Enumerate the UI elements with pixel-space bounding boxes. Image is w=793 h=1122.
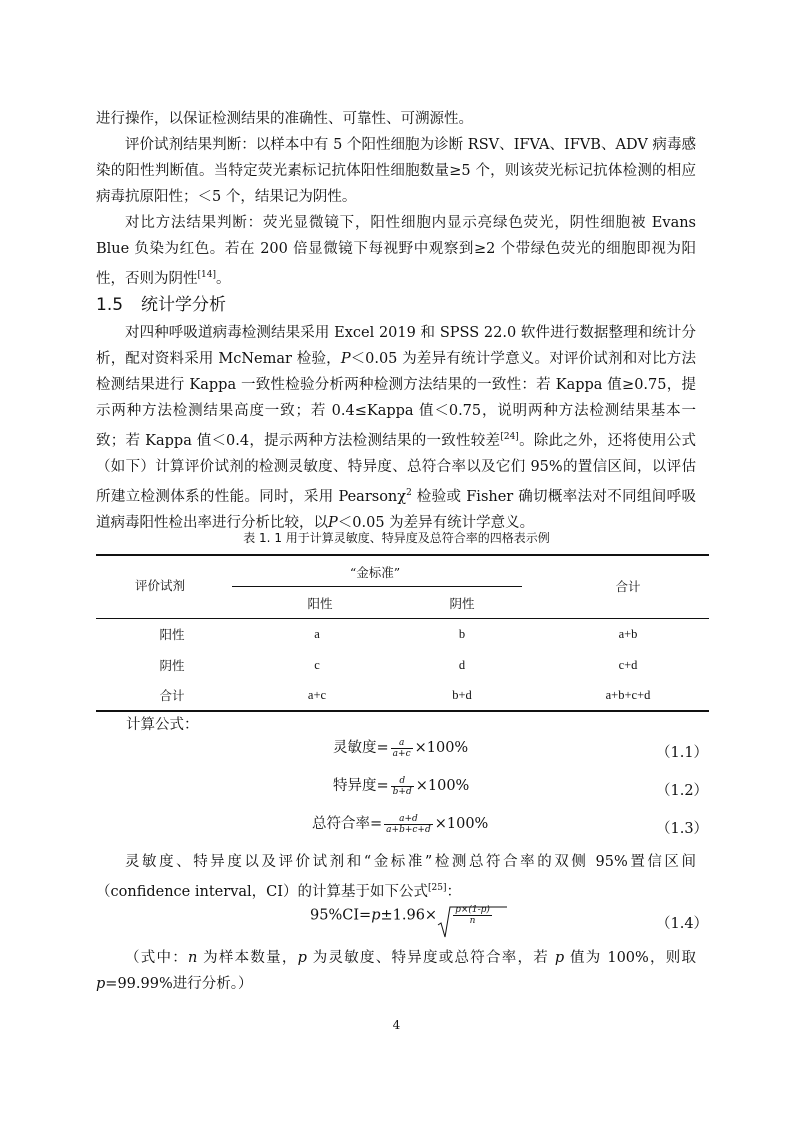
row-label: 合计	[159, 688, 185, 703]
formula-intro: 计算公式：	[126, 717, 199, 733]
paragraph-continued: 进行操作，以保证检测结果的准确性、可靠性、可溯源性。	[96, 111, 473, 127]
table-cell: a+c	[307, 688, 327, 702]
fraction	[391, 738, 413, 759]
note-text: 值为 100%，则取	[564, 950, 697, 966]
table-header-rule	[96, 618, 709, 619]
p-symbol-2: P	[328, 514, 338, 531]
denominator: a+b+c+d	[386, 824, 431, 835]
table-cell: a+b+c+d	[605, 688, 651, 702]
stats-text-b: ＜0.05 为差异有统计学意义。对评价试剂和对比方法检测结果进行 Kappa 一致性检验分析两种检测方法结果的一致性：若 Kappa 值≥0.75，提示两种方法检测结果高度一致；若 0.4≤Kappa 值＜0.75，说明两种方法检测结果基本一致；若 Kappa 值＜0.4，提示两种方法检测结果的一致性较差	[96, 351, 696, 449]
p-variable: p	[297, 950, 307, 966]
formula-tail: ×100%	[434, 816, 489, 832]
section-title: 统计学分析	[141, 295, 227, 315]
table-bottom-rule	[96, 710, 709, 712]
numerator: a+d	[384, 814, 433, 825]
header-evaluation-reagent: 评价试剂	[134, 578, 185, 593]
p-variable: p	[96, 976, 106, 992]
numerator: p×(1-p)	[455, 905, 490, 915]
citation-14: [14]	[197, 270, 216, 280]
fraction	[384, 814, 433, 835]
equation-number: （1.1）	[656, 745, 709, 761]
formula-specificity	[333, 774, 469, 797]
stats-text-c: 。除此之外，还将使用公式（如下）计算评价试剂的检测灵敏度、特异度、总符合率以及它们 95%的置信区间，以评估所建立检测体系的性能。同时，采用 Pearsonχ	[96, 432, 696, 505]
formula-tail: ×100%	[414, 740, 469, 756]
row-label: 阳性	[159, 627, 185, 642]
chi-square-exponent: 2	[406, 487, 412, 498]
ci-text-end: ：	[446, 883, 461, 900]
denominator: b+d	[392, 786, 412, 797]
table-cell: a+b	[618, 627, 638, 641]
equation-number: （1.4）	[656, 916, 709, 932]
comparison-end: 。	[215, 270, 231, 287]
page-number: 4	[392, 1018, 401, 1032]
header-negative: 阴性	[449, 596, 475, 611]
p-symbol: P	[340, 351, 351, 367]
formula-mid: ±1.96×	[380, 907, 438, 924]
n-variable: n	[187, 950, 198, 966]
header-total: 合计	[615, 579, 641, 594]
numerator: d	[391, 776, 414, 787]
equation-number: （1.2）	[656, 783, 709, 799]
equation-number: （1.3）	[656, 821, 709, 837]
formula-confidence-interval	[310, 905, 494, 926]
citation-25: [25]	[427, 883, 447, 893]
note-text: 为灵敏度、特异度或总符合率，若	[306, 950, 555, 966]
denominator: n	[469, 916, 476, 926]
table-top-rule	[96, 554, 709, 556]
formula-label: 95%CI=	[310, 907, 372, 924]
paragraph-comparison-criteria	[96, 210, 696, 292]
table-caption: 表 1. 1 用于计算灵敏度、特异度及总符合率的四格表示例	[243, 531, 550, 545]
paragraph-confidence-interval	[96, 849, 696, 905]
paragraph-statistics	[96, 320, 696, 536]
table-cell: b+d	[452, 688, 472, 702]
stats-text-d: 检验或 Fisher 确切概率法对不同组间呼吸道病毒阳性检出率进行分析比较，以	[96, 488, 696, 531]
citation-24: [24]	[500, 432, 519, 442]
table-cell: c+d	[618, 658, 638, 672]
p-variable: p	[554, 950, 565, 966]
paragraph-evaluation-criteria: 评价试剂结果判断：以样本中有 5 个阳性细胞为诊断 RSV、IFVA、IFVB、ADV 病毒感染的阳性判断值。当特定荧光素标记抗体阳性细胞数量≥5 个，则该荧光标记抗体检测的相应病毒抗原阳性；＜5 个，结果记为阴性。	[96, 137, 696, 205]
section-heading	[96, 290, 226, 315]
table-cell: b	[458, 627, 466, 641]
note-text: =99.99%进行分析。）	[105, 976, 253, 992]
stats-text-e: ＜0.05 为差异有统计学意义。	[337, 514, 535, 531]
comparison-text: 对比方法结果判断：荧光显微镜下，阳性细胞内显示亮绿色荧光，阴性细胞被 Evans Blue 负染为红色。若在 200 倍显微镜下每视野中观察到≥2 个带绿色荧光的细胞即视为阳性，否则为阴性	[96, 215, 696, 287]
table-cell: a	[314, 627, 320, 641]
formula-sensitivity	[333, 736, 468, 759]
note-text: （式中：	[125, 950, 188, 966]
formula-total-agreement	[312, 812, 488, 835]
formula-label: 特异度=	[333, 778, 389, 794]
p-variable: p	[371, 907, 381, 924]
stats-text-a: 对四种呼吸道病毒检测结果采用 Excel 2019 和 SPSS 22.0 软件进行数据整理和统计分析，配对资料采用 McNemar 检验，	[96, 325, 696, 367]
header-gold-standard: “金标准”	[349, 565, 401, 580]
row-label: 阴性	[159, 658, 185, 673]
formula-label: 总符合率=	[312, 816, 383, 832]
radical-sign-icon	[437, 905, 507, 939]
table-cell: c	[314, 658, 320, 672]
square-root	[437, 905, 494, 926]
paragraph-formula-note	[96, 945, 696, 997]
header-positive: 阳性	[307, 596, 333, 611]
table-group-rule	[232, 586, 522, 587]
note-text: 为样本数量，	[197, 950, 298, 966]
formula-label: 灵敏度=	[333, 740, 389, 756]
denominator: a+c	[392, 748, 411, 759]
ci-text: 灵敏度、特异度以及评价试剂和“金标准”检测总符合率的双侧 95%置信区间（confidence interval，CI）的计算基于如下公式	[96, 854, 696, 900]
fraction	[391, 776, 414, 797]
formula-tail: ×100%	[415, 778, 470, 794]
numerator: a	[391, 738, 413, 749]
table-cell: d	[458, 658, 466, 672]
section-number: 1.5	[96, 295, 124, 315]
